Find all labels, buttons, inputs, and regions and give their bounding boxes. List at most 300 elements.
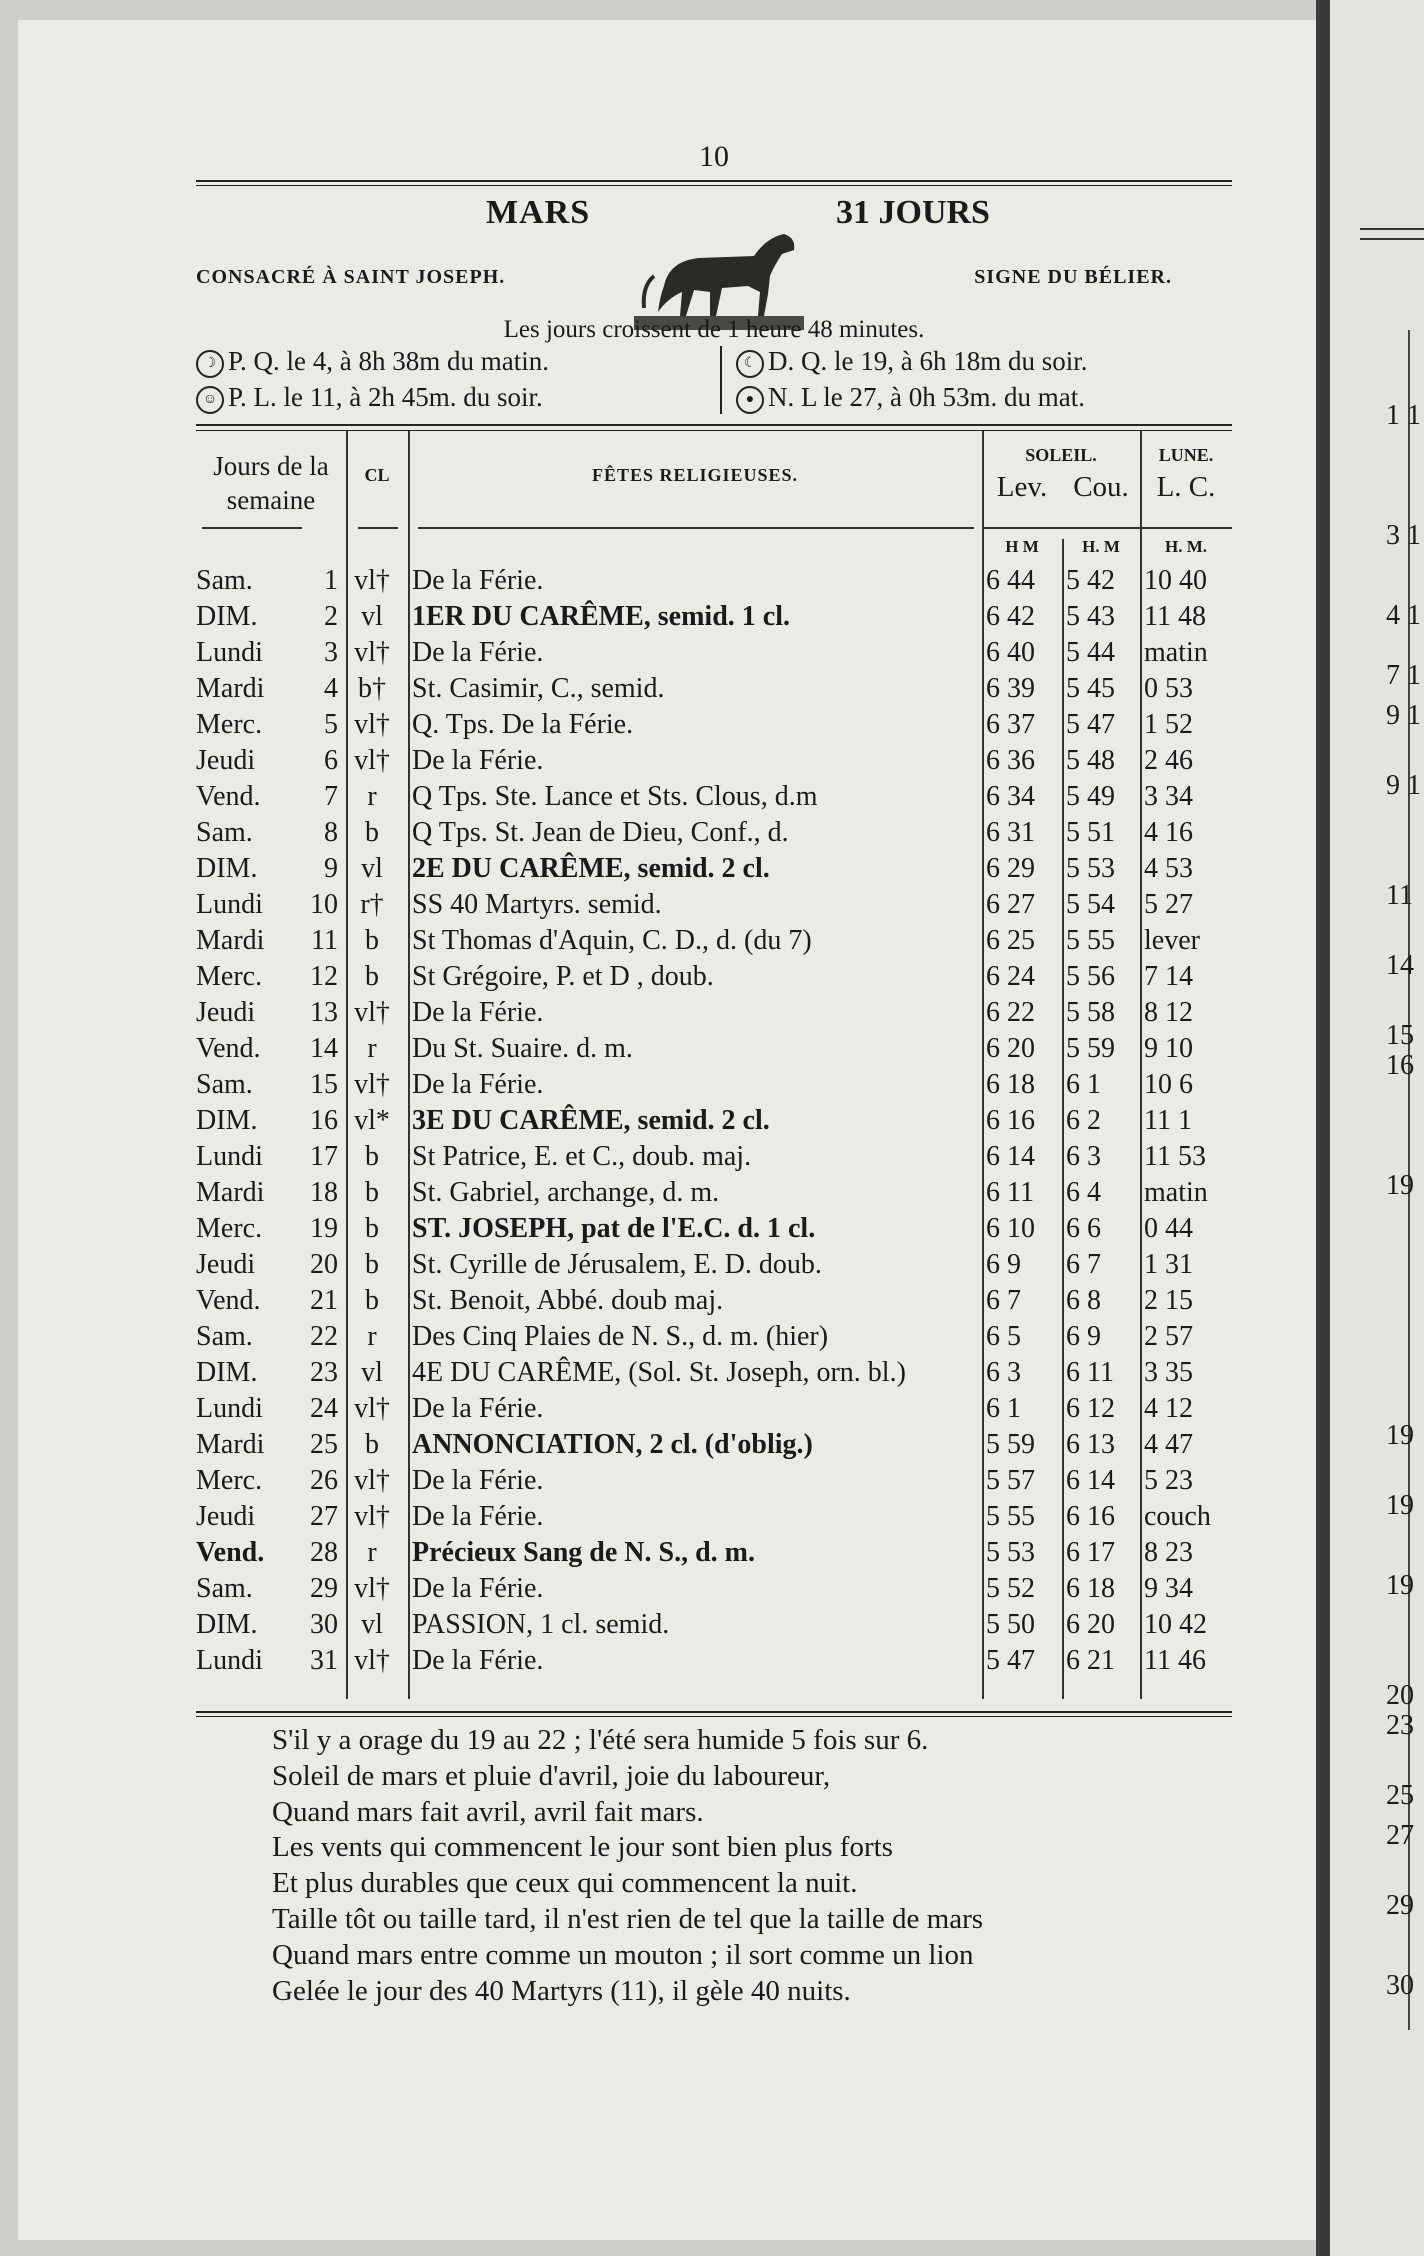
next-page-fragment: 15: [1386, 1020, 1414, 1051]
liturgical-color: vl: [361, 1357, 383, 1388]
day-row: [196, 1465, 1232, 1501]
sunrise-time: 5 47: [986, 1645, 1035, 1676]
day-name: DIM.: [196, 1357, 258, 1388]
day-number: 9: [324, 853, 338, 884]
day-name: DIM.: [196, 1105, 258, 1136]
day-name: DIM.: [196, 1609, 258, 1640]
day-row: [196, 1357, 1232, 1393]
day-row: [196, 1285, 1232, 1321]
day-name: DIM.: [196, 853, 258, 884]
day-name: Sam.: [196, 1321, 253, 1352]
moon-time: 3 35: [1144, 1357, 1193, 1388]
hm-sun-rise: H M: [1005, 537, 1039, 556]
day-number: 17: [310, 1141, 338, 1172]
sunset-time: 6 8: [1066, 1285, 1101, 1316]
day-row: [196, 1033, 1232, 1069]
feast-name: De la Férie.: [412, 1645, 544, 1676]
liturgical-color: vl: [361, 601, 383, 632]
proverb-line: Quand mars fait avril, avril fait mars.: [272, 1795, 704, 1828]
day-name: Vend.: [196, 1285, 261, 1316]
sunrise-time: 6 37: [986, 709, 1035, 740]
day-name: Merc.: [196, 709, 263, 740]
day-name: Mardi: [196, 1429, 265, 1460]
day-row: [196, 1213, 1232, 1249]
phase-text: P. Q. le 4, à 8h 38m du matin.: [228, 346, 549, 376]
day-row: [196, 1429, 1232, 1465]
day-number: 21: [310, 1285, 338, 1316]
month-title: MARS: [486, 194, 591, 231]
liturgical-color: vl: [361, 1609, 383, 1640]
last-quarter-icon: ☾: [736, 350, 764, 378]
feast-name: De la Férie.: [412, 1465, 544, 1496]
day-row: [196, 961, 1232, 997]
day-number: 31: [310, 1645, 338, 1676]
moon-time: 8 23: [1144, 1537, 1193, 1568]
feast-name: Des Cinq Plaies de N. S., d. m. (hier): [412, 1321, 829, 1352]
day-length-note: Les jours croissent de 1 heure 48 minutes.: [503, 316, 925, 343]
header-underline: [358, 527, 398, 529]
day-name: Lundi: [196, 1645, 263, 1676]
moon-time: 2 15: [1144, 1285, 1193, 1316]
day-number: 24: [310, 1393, 338, 1424]
col-soleil-header: SOLEIL.: [1025, 445, 1097, 465]
day-number: 16: [310, 1105, 338, 1136]
sunset-time: 5 45: [1066, 673, 1115, 704]
liturgical-color: b: [365, 1249, 379, 1280]
moon-time: 10 42: [1144, 1609, 1207, 1640]
sunrise-time: 6 9: [986, 1249, 1021, 1280]
sunset-time: 5 51: [1066, 817, 1115, 848]
sunset-time: 5 59: [1066, 1033, 1115, 1064]
feast-name: ST. JOSEPH, pat de l'E.C. d. 1 cl.: [412, 1213, 816, 1244]
month-days: 31 JOURS: [836, 194, 990, 231]
sunset-time: 6 9: [1066, 1321, 1101, 1352]
feast-name: PASSION, 1 cl. semid.: [412, 1609, 670, 1640]
next-page-fragment: 25: [1386, 1780, 1414, 1811]
month-header: [196, 186, 1232, 412]
day-name: Jeudi: [196, 997, 256, 1028]
header-underline: [982, 527, 1232, 529]
feast-name: Q. Tps. De la Férie.: [412, 709, 634, 740]
day-row: [196, 1609, 1232, 1645]
sunrise-time: 6 25: [986, 925, 1035, 956]
day-number: 22: [310, 1321, 338, 1352]
next-page-fragment: 3 1: [1386, 520, 1421, 551]
feast-name: Q Tps. Ste. Lance et Sts. Clous, d.m: [412, 781, 818, 812]
day-number: 5: [324, 709, 338, 740]
proverb-line: Taille tôt ou taille tard, il n'est rien de tel que la taille de mars: [272, 1902, 984, 1935]
day-name: Lundi: [196, 1393, 263, 1424]
day-row: [196, 709, 1232, 745]
sunrise-time: 6 39: [986, 673, 1035, 704]
liturgical-color: vl†: [354, 1645, 390, 1676]
sunset-time: 5 42: [1066, 565, 1115, 596]
moon-phase-last-quarter: [736, 346, 1087, 378]
liturgical-color: vl*: [354, 1105, 390, 1136]
proverb-line: Et plus durables que ceux qui commencent la nuit.: [272, 1867, 858, 1900]
day-name: Vend.: [196, 1033, 261, 1064]
next-page-fragment: 20: [1386, 1680, 1414, 1711]
consacre-text: CONSACRÉ À SAINT JOSEPH.: [196, 266, 506, 288]
moon-time: 10 6: [1144, 1069, 1193, 1100]
moon-phase-first-quarter: [196, 346, 549, 378]
liturgical-color: b: [365, 1141, 379, 1172]
sunset-time: 6 18: [1066, 1573, 1115, 1604]
day-number: 18: [310, 1177, 338, 1208]
day-name: Sam.: [196, 1573, 253, 1604]
day-row: [196, 745, 1232, 781]
day-number: 13: [310, 997, 338, 1028]
moon-time: 0 44: [1144, 1213, 1193, 1244]
day-number: 28: [310, 1537, 338, 1568]
next-page-rule: [1360, 228, 1424, 230]
day-name: Sam.: [196, 565, 253, 596]
next-page-fragment: 19: [1386, 1570, 1414, 1601]
feast-name: 4E DU CARÊME, (Sol. St. Joseph, orn. bl.): [412, 1357, 906, 1388]
day-row: [196, 565, 1232, 601]
sunset-time: 6 11: [1066, 1357, 1114, 1388]
sunrise-time: 6 36: [986, 745, 1035, 776]
sunset-time: 5 58: [1066, 997, 1115, 1028]
feast-name: 3E DU CARÊME, semid. 2 cl.: [412, 1105, 770, 1136]
sunrise-time: 6 7: [986, 1285, 1021, 1316]
liturgical-color: vl†: [354, 565, 390, 596]
feast-name: St. Cyrille de Jérusalem, E. D. doub.: [412, 1249, 822, 1280]
liturgical-color: vl†: [354, 1501, 390, 1532]
next-page-fragment: 19: [1386, 1170, 1414, 1201]
sunrise-time: 5 50: [986, 1609, 1035, 1640]
sunset-time: 6 3: [1066, 1141, 1101, 1172]
next-page-fragment: 1 1: [1386, 400, 1421, 431]
next-page-fragment: 4 1: [1386, 600, 1421, 631]
day-number: 6: [324, 745, 338, 776]
moon-time: 4 47: [1144, 1429, 1193, 1460]
feast-name: De la Férie.: [412, 997, 544, 1028]
sunrise-time: 5 52: [986, 1573, 1035, 1604]
moon-time: 3 34: [1144, 781, 1193, 812]
liturgical-color: r: [367, 781, 377, 812]
day-row: [196, 1537, 1232, 1573]
moon-time: 11 48: [1144, 601, 1206, 632]
moon-time: 5 23: [1144, 1465, 1193, 1496]
moon-time: matin: [1144, 1177, 1208, 1208]
next-page-fragment: 27: [1386, 1820, 1414, 1851]
moon-time: 0 53: [1144, 673, 1193, 704]
moon-time: lever: [1144, 925, 1200, 956]
sunset-time: 6 7: [1066, 1249, 1101, 1280]
sunset-time: 6 13: [1066, 1429, 1115, 1460]
page-number: 10: [699, 140, 729, 173]
feast-name: De la Férie.: [412, 1393, 544, 1424]
moon-time: 7 14: [1144, 961, 1193, 992]
sunrise-time: 6 24: [986, 961, 1035, 992]
book-gutter: [1316, 0, 1330, 2256]
sunrise-time: 6 44: [986, 565, 1035, 596]
moon-phase-full: [196, 382, 543, 414]
liturgical-color: b: [365, 925, 379, 956]
sunrise-time: 6 31: [986, 817, 1035, 848]
next-page-fragment: 16: [1386, 1050, 1414, 1081]
day-row: [196, 1645, 1232, 1681]
liturgical-color: r: [367, 1537, 377, 1568]
day-number: 25: [310, 1429, 338, 1460]
moon-time: 9 34: [1144, 1573, 1193, 1604]
sunrise-time: 5 57: [986, 1465, 1035, 1496]
feast-name: De la Férie.: [412, 1069, 544, 1100]
liturgical-color: b: [365, 1285, 379, 1316]
moon-time: 1 52: [1144, 709, 1193, 740]
calendar-content: [196, 140, 1232, 2017]
sunrise-time: 6 3: [986, 1357, 1021, 1388]
day-row: [196, 637, 1232, 673]
sunrise-time: 6 29: [986, 853, 1035, 884]
day-name: Mardi: [196, 1177, 265, 1208]
liturgical-color: b: [365, 1177, 379, 1208]
day-row: [196, 1069, 1232, 1105]
proverb-line: Les vents qui commencent le jour sont bien plus forts: [272, 1831, 893, 1864]
day-name: Merc.: [196, 1465, 263, 1496]
day-name: Sam.: [196, 817, 253, 848]
sunrise-time: 5 55: [986, 1501, 1035, 1532]
liturgical-color: b†: [358, 673, 386, 704]
feast-name: Précieux Sang de N. S., d. m.: [412, 1537, 755, 1568]
day-name: Lundi: [196, 889, 263, 920]
day-row: [196, 1321, 1232, 1357]
liturgical-color: r†: [360, 889, 384, 920]
day-row: [196, 1393, 1232, 1429]
liturgical-color: vl†: [354, 1573, 390, 1604]
sunset-time: 5 43: [1066, 601, 1115, 632]
moon-time: 9 10: [1144, 1033, 1193, 1064]
sunrise-time: 6 20: [986, 1033, 1035, 1064]
moon-time: 2 57: [1144, 1321, 1193, 1352]
sunset-time: 5 49: [1066, 781, 1115, 812]
liturgical-color: b: [365, 1213, 379, 1244]
day-number: 7: [324, 781, 338, 812]
first-quarter-icon: ☽: [196, 350, 224, 378]
sunrise-time: 6 18: [986, 1069, 1035, 1100]
next-page-fragment: 7 1: [1386, 660, 1421, 691]
sunset-time: 5 54: [1066, 889, 1115, 920]
sunrise-time: 6 16: [986, 1105, 1035, 1136]
col-cou-header: Cou.: [1073, 471, 1129, 503]
day-name: Lundi: [196, 637, 263, 668]
day-row: [196, 853, 1232, 889]
liturgical-color: vl†: [354, 1465, 390, 1496]
moon-time: 8 12: [1144, 997, 1193, 1028]
sunrise-time: 6 1: [986, 1393, 1021, 1424]
feast-name: ANNONCIATION, 2 cl. (d'oblig.): [412, 1429, 813, 1460]
sunrise-time: 6 34: [986, 781, 1035, 812]
day-row: [196, 817, 1232, 853]
day-name: Lundi: [196, 1141, 263, 1172]
next-page-fragment: 30: [1386, 1970, 1414, 2001]
full-moon-icon: ☺: [196, 386, 224, 414]
day-row: [196, 1573, 1232, 1609]
sunset-time: 6 21: [1066, 1645, 1115, 1676]
day-row: [196, 1501, 1232, 1537]
day-name: Vend.: [196, 1537, 265, 1568]
day-number: 30: [310, 1609, 338, 1640]
day-row: [196, 997, 1232, 1033]
sunset-time: 6 14: [1066, 1465, 1115, 1496]
moon-time: matin: [1144, 637, 1208, 668]
day-row: [196, 1141, 1232, 1177]
liturgical-color: vl†: [354, 745, 390, 776]
phase-text: D. Q. le 19, à 6h 18m du soir.: [768, 346, 1088, 376]
feast-name: De la Férie.: [412, 565, 544, 596]
moon-time: 11 1: [1144, 1105, 1192, 1136]
sunrise-time: 5 53: [986, 1537, 1035, 1568]
sunrise-time: 6 27: [986, 889, 1035, 920]
day-name: Vend.: [196, 781, 261, 812]
liturgical-color: vl: [361, 853, 383, 884]
day-row: [196, 1177, 1232, 1213]
col-fetes-header: FÊTES RELIGIEUSES.: [591, 465, 799, 485]
next-page-fragment: 9 1: [1386, 700, 1421, 731]
phase-separator: [720, 346, 722, 414]
feast-name: St. Benoit, Abbé. doub maj.: [412, 1285, 724, 1316]
day-row: [196, 1105, 1232, 1141]
next-page-fragment: 19: [1386, 1420, 1414, 1451]
sunset-time: 6 12: [1066, 1393, 1115, 1424]
day-number: 11: [311, 925, 338, 956]
proverb-line: Soleil de mars et pluie d'avril, joie du laboureur,: [272, 1759, 831, 1792]
col-lune-header: LUNE.: [1158, 445, 1214, 465]
day-number: 3: [324, 637, 338, 668]
moon-time: 11 46: [1144, 1645, 1206, 1676]
liturgical-color: vl†: [354, 709, 390, 740]
next-page-fragment: 9 1: [1386, 770, 1421, 801]
feast-name: Du St. Suaire. d. m.: [412, 1033, 633, 1064]
day-name: Merc.: [196, 961, 263, 992]
day-row: [196, 1249, 1232, 1285]
feast-name: De la Férie.: [412, 637, 544, 668]
day-name: Jeudi: [196, 745, 256, 776]
moon-time: 4 53: [1144, 853, 1193, 884]
proverb-line: Gelée le jour des 40 Martyrs (11), il gèle 40 nuits.: [272, 1974, 851, 2007]
day-number: 23: [310, 1357, 338, 1388]
day-name: Jeudi: [196, 1501, 256, 1532]
sunset-time: 5 56: [1066, 961, 1115, 992]
sunrise-time: 5 59: [986, 1429, 1035, 1460]
day-row: [196, 673, 1232, 709]
hm-sun-set: H. M: [1082, 537, 1120, 556]
feast-name: SS 40 Martyrs. semid.: [412, 889, 662, 920]
col-lev-header: Lev.: [996, 471, 1048, 503]
sunset-time: 5 55: [1066, 925, 1115, 956]
liturgical-color: vl†: [354, 997, 390, 1028]
day-row: [196, 601, 1232, 637]
next-page-rule: [1360, 238, 1424, 240]
day-number: 26: [310, 1465, 338, 1496]
header-rule: [196, 424, 1232, 431]
liturgical-color: r: [367, 1321, 377, 1352]
proverbs-block: [196, 1717, 1232, 2017]
moon-time: 1 31: [1144, 1249, 1193, 1280]
liturgical-color: vl†: [354, 637, 390, 668]
feast-name: De la Férie.: [412, 1573, 544, 1604]
sunrise-time: 6 5: [986, 1321, 1021, 1352]
day-row: [196, 925, 1232, 961]
moon-time: 10 40: [1144, 565, 1207, 596]
moon-time: 2 46: [1144, 745, 1193, 776]
moon-time: couch: [1144, 1501, 1211, 1532]
feast-name: St Patrice, E. et C., doub. maj.: [412, 1141, 752, 1172]
sunrise-time: 6 10: [986, 1213, 1035, 1244]
day-name: Jeudi: [196, 1249, 256, 1280]
day-row: [196, 781, 1232, 817]
day-number: 27: [310, 1501, 338, 1532]
sunset-time: 6 20: [1066, 1609, 1115, 1640]
header-underline: [418, 527, 974, 529]
sunrise-time: 6 14: [986, 1141, 1035, 1172]
day-number: 12: [310, 961, 338, 992]
sunrise-time: 6 40: [986, 637, 1035, 668]
next-page-fragment: 29: [1386, 1890, 1414, 1921]
liturgical-color: vl†: [354, 1393, 390, 1424]
day-name: Merc.: [196, 1213, 263, 1244]
sunset-time: 6 1: [1066, 1069, 1101, 1100]
sunset-time: 6 6: [1066, 1213, 1101, 1244]
liturgical-color: b: [365, 1429, 379, 1460]
sunset-time: 5 48: [1066, 745, 1115, 776]
sunset-time: 6 4: [1066, 1177, 1101, 1208]
sunset-time: 5 47: [1066, 709, 1115, 740]
day-number: 1: [324, 565, 338, 596]
moon-time: 4 12: [1144, 1393, 1193, 1424]
feast-name: 1ER DU CARÊME, semid. 1 cl.: [412, 601, 790, 632]
feast-name: St. Casimir, C., semid.: [412, 673, 665, 704]
day-name: Mardi: [196, 673, 265, 704]
sunrise-time: 6 11: [986, 1177, 1034, 1208]
next-page-fragment: 23: [1386, 1710, 1414, 1741]
day-row: [196, 889, 1232, 925]
day-number: 4: [324, 673, 338, 704]
liturgical-color: b: [365, 961, 379, 992]
day-number: 15: [310, 1069, 338, 1100]
next-page-fragment: 19: [1386, 1490, 1414, 1521]
feast-name: St Grégoire, P. et D , doub.: [412, 961, 714, 992]
moon-time: 4 16: [1144, 817, 1193, 848]
phase-text: P. L. le 11, à 2h 45m. du soir.: [228, 382, 543, 412]
day-name: Mardi: [196, 925, 265, 956]
sunset-time: 5 53: [1066, 853, 1115, 884]
day-number: 14: [310, 1033, 338, 1064]
proverb-line: Quand mars entre comme un mouton ; il sort comme un lion: [272, 1938, 974, 1971]
next-page-fragment: 14: [1386, 950, 1414, 981]
moon-time: 5 27: [1144, 889, 1193, 920]
header-underline: [202, 527, 302, 529]
day-number: 10: [310, 889, 338, 920]
day-number: 2: [324, 601, 338, 632]
sunrise-time: 6 42: [986, 601, 1035, 632]
moon-phase-new: [736, 382, 1085, 414]
day-name: DIM.: [196, 601, 258, 632]
next-page-fragment: 11: [1386, 880, 1413, 911]
feast-name: De la Férie.: [412, 745, 544, 776]
day-name: Sam.: [196, 1069, 253, 1100]
feast-name: De la Férie.: [412, 1501, 544, 1532]
day-number: 29: [310, 1573, 338, 1604]
moon-time: 11 53: [1144, 1141, 1206, 1172]
phase-text: N. L le 27, à 0h 53m. du mat.: [768, 382, 1085, 412]
calendar-table: [196, 431, 1232, 1711]
col-jours-header: Jours de la semaine: [213, 451, 329, 515]
day-number: 8: [324, 817, 338, 848]
liturgical-color: r: [367, 1033, 377, 1064]
zodiac-sign-text: SIGNE DU BÉLIER.: [974, 266, 1172, 288]
